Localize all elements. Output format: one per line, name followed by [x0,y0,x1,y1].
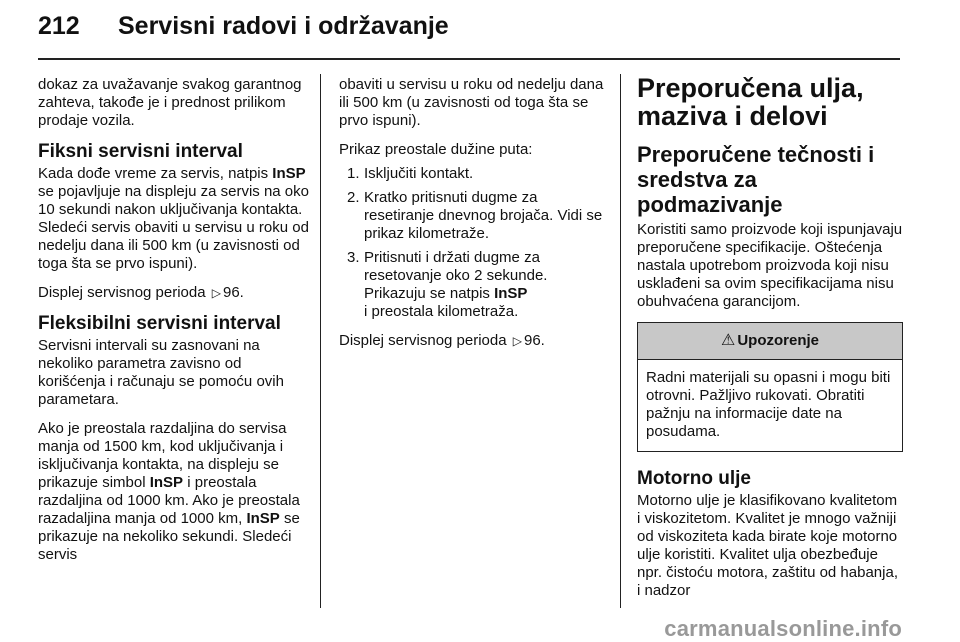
arrow-icon: ▷ [211,286,221,300]
insp-label: InSP [272,165,306,182]
fixed-interval-heading: Fiksni servisni interval [38,141,243,162]
arrow-icon: ▷ [512,334,522,348]
page-number: 212 [38,12,80,40]
list-item: 1. Isključiti kontakt. [347,165,474,182]
column-divider-1 [320,74,321,608]
intro-paragraph: dokaz za uvažavanje svakog garantnog zahteva, takođe je i prednost prilikom prodaje vozila. [38,76,302,129]
motor-oil-heading: Motorno ulje [637,468,751,489]
column-1 [38,76,310,575]
flexible-interval-paragraph-1: Servisni intervali su zasnovani na nekoliko parametra zavisno od korišćenja i računaju se pomoću ovih parametara. [38,337,284,408]
column-3 [637,74,903,611]
warning-box [637,322,903,452]
insp-label: InSP [494,285,528,302]
intro-paragraph: Koristiti samo proizvode koji ispunjavaju preporučene specifikacije. Oštećenja nastala upotrebom proizvoda koji nisu usklađeni sa ovim specifikacijama nisu obuhvaćena garancijom. [637,221,903,310]
continued-paragraph: obaviti u servisu u roku od nedelju dana ili 500 km (u zavisnosti od toga šta se prvo ispuni). [339,76,604,129]
column-2 [339,76,609,361]
header-rule [38,58,900,60]
insp-label: InSP [149,474,184,491]
list-item: 2. Kratko pritisnuti dugme za resetiranje dnevnog brojača. Vidi se prikaz kilometraže. [347,189,603,242]
warning-header [638,323,902,360]
warning-body: Radni materijali su opasni i mogu biti otrovni. Pažljivo rukovati. Obratiti pažnju na informacije date na posudama. [646,369,891,440]
insp-label: InSP [246,510,280,527]
subsection-title: Preporučene tečnosti i sredstva za podmazivanje [637,142,875,217]
flexible-interval-heading: Fleksibilni servisni interval [38,313,281,334]
warning-triangle-icon: ⚠ [720,332,736,349]
steps-lead: Prikaz preostale dužine puta: [339,141,533,158]
list-item: 3. Pritisnuti i držati dugme za resetovanje oko 2 sekunde. Prikazuju se natpis InSP i preostala kilometraža. [347,249,548,320]
fixed-interval-paragraph: Kada dođe vreme za servis, natpis InSP se pojavljuje na displeju za servis na oko 10 sekundi nakon uključivanja kontakta. Sledeći servis obaviti u servisu u roku od nedelju dana ili 500 km (u zavisnosti od toga šta se prvo ispuni). [38,165,309,272]
flexible-interval-paragraph-2: Ako je preostala razdaljina do servisa manja od 1500 km, kod uključivanja i isključivanja kontakta, na displeju se prikazuje simbol InSP i preostala razdaljina od 1000 km. Ako je preostala razadaljina manja od 1000 km, InSP se prikazuje na nekoliko sekundi. Sledeći servis [38,420,300,563]
section-title: Preporučena ulja, maziva i delovi [637,73,864,131]
column-divider-2 [620,74,621,608]
watermark: carmanualsonline.info [664,616,902,641]
service-display-reference[interactable]: Displej servisnog perioda ▷ 96. [339,332,545,349]
warning-title: Upozorenje [737,332,820,349]
motor-oil-paragraph: Motorno ulje je klasifikovano kvalitetom i viskozitetom. Kvalitet je mnogo važniji od viskoziteta kada birate koje motorno ulje koristiti. Kvalitet ulja obezbeđuje npr. čistoću motora, zaštitu od habanja, i nadzor [637,492,898,599]
service-display-reference[interactable]: Displej servisnog perioda ▷ 96. [38,284,244,301]
steps-list [339,165,609,321]
page-title: Servisni radovi i održavanje [118,12,449,40]
